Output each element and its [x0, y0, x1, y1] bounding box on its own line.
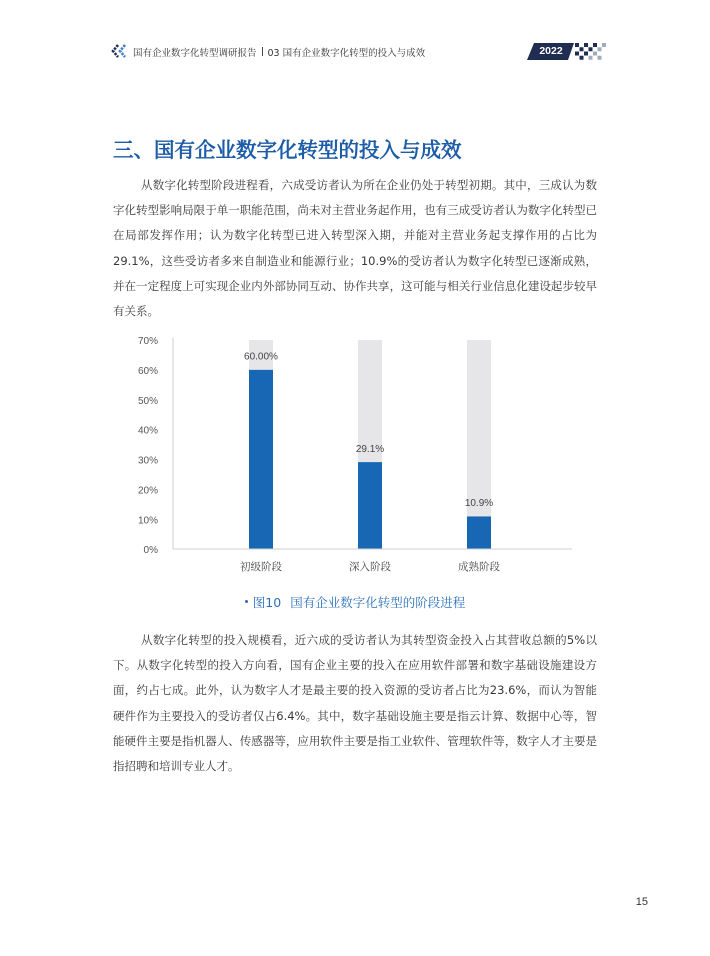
bar-1 [249, 370, 273, 549]
running-header [111, 43, 607, 60]
y-tick-label-6: 50% [137, 395, 158, 407]
chevron-logo-icon [111, 44, 127, 58]
page-number: 15 [635, 896, 648, 908]
caption-bullet-icon [245, 600, 248, 603]
y-tick-label-5: 40% [137, 425, 158, 437]
chapter-title: 03 国有企业数字化转型的投入与成效 [267, 47, 426, 59]
year-badge [527, 43, 607, 60]
year-badge-label: 2022 [539, 45, 563, 57]
bar-3 [467, 516, 491, 549]
paragraph-stage-progress: 从数字化转型阶段进程看，六成受访者认为所在企业仍处于转型初期。其中，三成认为数字化转型影响局限于单一职能范围，尚未对主营业务起作用，也有三成受访者认为数字化转型已在局部发挥作用；认为数字化转型已进入转型深入期，并能对主营业务起支撑作用的占比为29.1%，这些受访者多来自制造业和能源行业；10.9%的受访者认为数字化转型已逐渐成熟，并在一定程度上可实现企业内外部协同互动、协作共享，这可能与相关行业信息化建设起步较早有关系。 [113, 178, 597, 319]
data-label-3: 10.9% [464, 498, 494, 510]
data-label-1: 60.00% [244, 351, 278, 363]
header-divider [262, 47, 263, 56]
bar-2 [358, 462, 382, 549]
report-title: 国有企业数字化转型调研报告 [133, 47, 257, 59]
data-label-2: 29.1% [355, 443, 385, 455]
figure-title: 国有企业数字化转型的阶段进程 [290, 594, 466, 610]
stage-progress-bar-chart [100, 325, 600, 580]
category-label-3: 成熟阶段 [458, 561, 500, 573]
running-header-text [133, 43, 425, 60]
y-tick-label-7: 60% [137, 365, 158, 377]
y-tick-label-8: 70% [137, 336, 158, 348]
paragraph-investment: 从数字化转型的投入规模看，近六成的受访者认为其转型资金投入占其营收总额的5%以下。从数字化转型的投入方向看，国有企业主要的投入在应用软件部署和数字基础设施建设方面，约占七成。此外，认为数字人才是最主要的投入资源的受访者占比为23.6%，而认为智能硬件作为主要投入的受访者仅占6.4%。其中，数字基础设施主要是指云计算、数据中心等，智能硬件主要是指机器人、传感器等，应用软件主要是指工业软件、管理软件等，数字人才主要是指招聘和培训专业人才。 [113, 633, 597, 774]
category-label-1: 初级阶段 [240, 561, 282, 573]
y-tick-label-2: 10% [137, 515, 158, 527]
section-title: 三、国有企业数字化转型的投入与成效 [113, 138, 462, 162]
y-tick-label-3: 20% [137, 485, 158, 497]
category-label-2: 深入阶段 [349, 561, 391, 573]
y-tick-label-4: 30% [137, 455, 158, 467]
y-tick-label-1: 0% [143, 545, 158, 557]
figure-number: 图10 [252, 594, 282, 610]
figure-caption [113, 593, 597, 610]
